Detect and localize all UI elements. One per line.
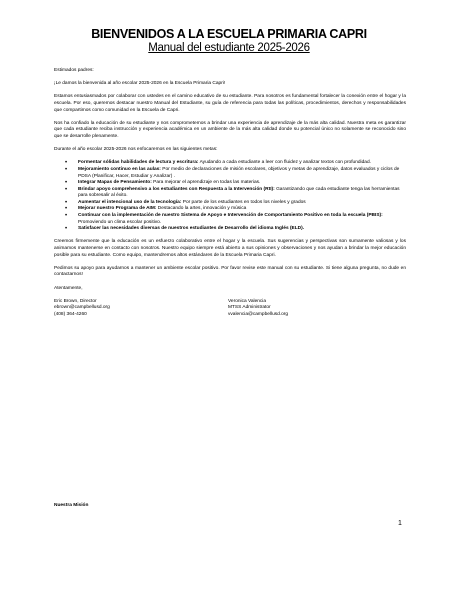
goal-title: Brindar apoyo comprehensivo a los estudiantes con Respuesta a la Intervención (RtI): (78, 186, 275, 192)
goal-title: Mejoramiento continuo en las aulas: (78, 166, 161, 172)
greeting: Estimados padres: (54, 68, 94, 73)
list-item (54, 226, 406, 233)
goal-text: Garantizando que cada estudiante tenga las herramientas para sobresalir al éxito. (78, 186, 400, 199)
paragraph-1: Estamos entusiasmados por colaborar con ustedes en el camino educativo de su estudiante. Para nosotros es fundamental fortalecer la conexión entre el hogar y la escuela. Por eso, queremos destacar nuestro Manual del Estudiante, su guía de referencia para todas las políticas, procedimientos, derechos y responsabilidades que compartimos como comunidad en la Escuela de Capri. (54, 94, 406, 113)
mission-heading: Nuestra Misión (54, 503, 89, 508)
list-item (54, 160, 406, 167)
signature-principal (54, 299, 228, 319)
signer-name: Eric Brown, Director (54, 298, 97, 304)
closing: Atentamente, (54, 285, 83, 291)
goal-title: Satisfacer las necesidades diversas de nuestros estudiantes de Desarrollo del idioma Inglés (ELD). (78, 226, 305, 232)
goals-intro: Durante el año escolar 2025-2026 nos enfocaremos en las siguientes metas: (54, 147, 218, 153)
goal-text: Destacando la artes, innovación y música (156, 206, 247, 212)
letter-body (54, 68, 406, 319)
signer-email[interactable]: ebrown@campbellusd.org (54, 305, 110, 311)
goal-text: Por parte de los estudiantes en todos los niveles y grados (181, 199, 306, 205)
list-item (54, 187, 406, 200)
list-item (54, 213, 406, 226)
goal-title: Aumentar el intencional uso de la tecnología: (78, 199, 182, 205)
goal-title: Integrar Mapas de Pensamiento: (78, 180, 152, 186)
goal-text: Por medio de declaraciones de misión escolares, objetivos y metas de aprendizaje, datos evaluados y ciclos de PDSA (Planificar, Hacer, Estudiar y Analizar) . (78, 166, 400, 179)
page-number: 1 (398, 520, 402, 527)
paragraph-4: Pedimos su apoyo para ayudarnos a mantener un ambiente escolar positivo. Por favor revise este manual con su estudiante. Si tiene alguna pregunta, no dude en contactarnos! (54, 265, 406, 278)
signer-email[interactable]: vvalencia@campbellusd.org (228, 311, 289, 317)
paragraph-2: Nos ha confiado la educación de su estudiante y nos comprometemos a brindar una experiencia de aprendizaje de la más alta calidad. Nuestra meta es garantizar que cada estudiante reciba instrucción y experiencia académica en un ambiente de la más alta calidad donde su potencial único no solamente se reconocido sino que se desarrolle plenamente. (54, 120, 406, 139)
signer-name: Veronica Valencia (228, 298, 267, 304)
page-subtitle: Manual del estudiante 2025-2026 (148, 42, 310, 54)
signer-phone: (408) 364-4260 (54, 311, 87, 317)
goals-list (54, 160, 406, 233)
list-item (54, 167, 406, 180)
goal-text: Promoviendo un clima escolar positivo. (78, 219, 162, 225)
goal-title: Mejorar nuestro Programa de AIM: (78, 206, 157, 212)
paragraph-3: Creemos firmemente que la educación es un esfuerzo colaborativo entre el hogar y la escuela. Sus sugerencias y perspectivas son sumamente valiosas y los animamos mantenerse en contacto con nosotros. Nuestro equipo siempre está abierto a sus opiniones y observaciones y nos ayudan a brindar la mejor educación posible para su estudiante. Como equipo, mantendremos altos estándares de la Escuela Primaria Capri. (54, 239, 406, 258)
list-item (54, 180, 406, 187)
page-title: BIENVENIDOS A LA ESCUELA PRIMARIA CAPRI (91, 27, 367, 41)
goal-text: Para mejorar el aprendizaje en todas las materias. (151, 180, 261, 186)
signature-administrator (228, 299, 402, 319)
goal-text: Ayudando a cada estudiante a leer con fluidez y analizar textos con profundidad. (198, 160, 371, 166)
welcome-line: ¡Le damos la bienvenida al año escolar 2025-2026 en la Escuela Primaria Capri! (54, 81, 226, 87)
goal-title: Continuar con la implementación de nuestro Sistema de Apoyo e Intervención de Comportamiento Positivo en toda la escuela (PBIS): (78, 213, 383, 219)
goal-title: Formentar sólidas habilidades de lectura y escritura: (78, 160, 199, 166)
signature-block (54, 299, 406, 319)
signer-title: MTSS Administrator (228, 305, 271, 311)
